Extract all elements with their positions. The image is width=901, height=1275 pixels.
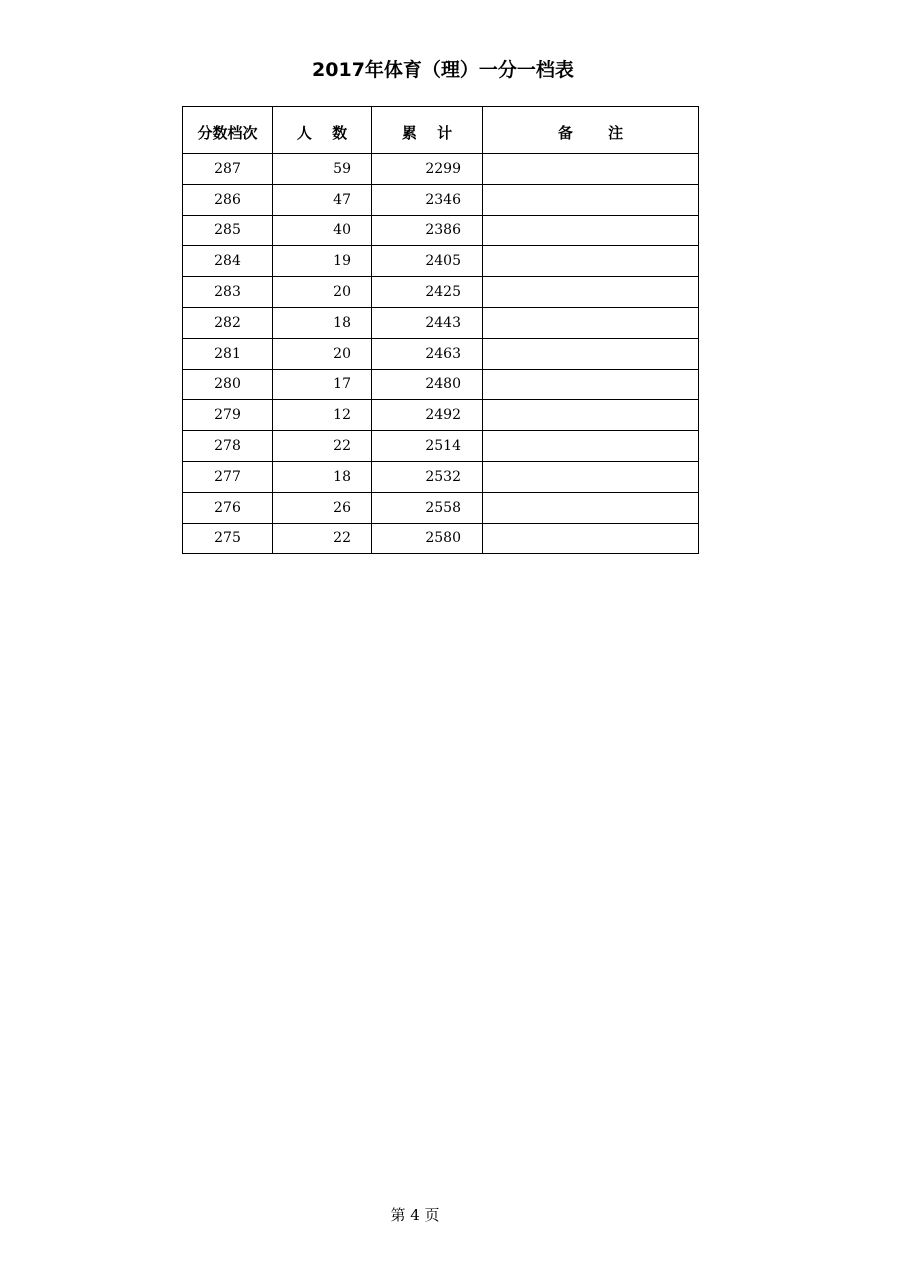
- cell-cumulative: 2558: [372, 492, 483, 523]
- table-body: [183, 154, 699, 554]
- cell-note: [483, 431, 699, 462]
- cell-score: 280: [183, 369, 273, 400]
- cell-cumulative: 2580: [372, 523, 483, 554]
- score-table: [182, 106, 699, 554]
- table-row: [183, 307, 699, 338]
- cell-note: [483, 400, 699, 431]
- cell-count: 18: [273, 461, 372, 492]
- cell-cumulative: 2532: [372, 461, 483, 492]
- cell-count: 59: [273, 154, 372, 185]
- cell-score: 285: [183, 215, 273, 246]
- table-row: [183, 154, 699, 185]
- cell-count: 19: [273, 246, 372, 277]
- cell-count: 12: [273, 400, 372, 431]
- cell-note: [483, 523, 699, 554]
- cell-score: 277: [183, 461, 273, 492]
- cell-count: 22: [273, 431, 372, 462]
- table-row: [183, 246, 699, 277]
- cell-cumulative: 2405: [372, 246, 483, 277]
- cell-score: 278: [183, 431, 273, 462]
- page-title: 2017年体育（理）一分一档表: [312, 59, 574, 81]
- cell-note: [483, 307, 699, 338]
- header-cumulative: 累 计: [372, 107, 483, 154]
- cell-count: 47: [273, 184, 372, 215]
- cell-score: 286: [183, 184, 273, 215]
- table-row: [183, 184, 699, 215]
- cell-count: 26: [273, 492, 372, 523]
- cell-count: 18: [273, 307, 372, 338]
- cell-score: 284: [183, 246, 273, 277]
- cell-note: [483, 215, 699, 246]
- cell-score: 287: [183, 154, 273, 185]
- table-header-row: [183, 107, 699, 154]
- table-row: [183, 400, 699, 431]
- cell-cumulative: 2480: [372, 369, 483, 400]
- cell-note: [483, 461, 699, 492]
- cell-cumulative: 2492: [372, 400, 483, 431]
- cell-cumulative: 2425: [372, 277, 483, 308]
- cell-note: [483, 369, 699, 400]
- cell-count: 22: [273, 523, 372, 554]
- table-row: [183, 215, 699, 246]
- header-score-level: 分数档次: [183, 107, 273, 154]
- cell-note: [483, 338, 699, 369]
- table-row: [183, 338, 699, 369]
- table-row: [183, 431, 699, 462]
- cell-score: 275: [183, 523, 273, 554]
- cell-cumulative: 2443: [372, 307, 483, 338]
- table-row: [183, 492, 699, 523]
- cell-score: 283: [183, 277, 273, 308]
- table-row: [183, 277, 699, 308]
- cell-cumulative: 2463: [372, 338, 483, 369]
- header-note: 备 注: [483, 107, 699, 154]
- table-row: [183, 461, 699, 492]
- table-row: [183, 369, 699, 400]
- cell-cumulative: 2386: [372, 215, 483, 246]
- cell-score: 276: [183, 492, 273, 523]
- cell-score: 282: [183, 307, 273, 338]
- cell-note: [483, 277, 699, 308]
- page-number: 第 4 页: [390, 1206, 440, 1224]
- cell-cumulative: 2514: [372, 431, 483, 462]
- cell-note: [483, 154, 699, 185]
- cell-count: 20: [273, 338, 372, 369]
- cell-note: [483, 184, 699, 215]
- table-row: [183, 523, 699, 554]
- cell-score: 279: [183, 400, 273, 431]
- cell-cumulative: 2299: [372, 154, 483, 185]
- cell-count: 40: [273, 215, 372, 246]
- cell-count: 20: [273, 277, 372, 308]
- cell-count: 17: [273, 369, 372, 400]
- cell-note: [483, 492, 699, 523]
- cell-note: [483, 246, 699, 277]
- header-count: 人 数: [273, 107, 372, 154]
- cell-cumulative: 2346: [372, 184, 483, 215]
- cell-score: 281: [183, 338, 273, 369]
